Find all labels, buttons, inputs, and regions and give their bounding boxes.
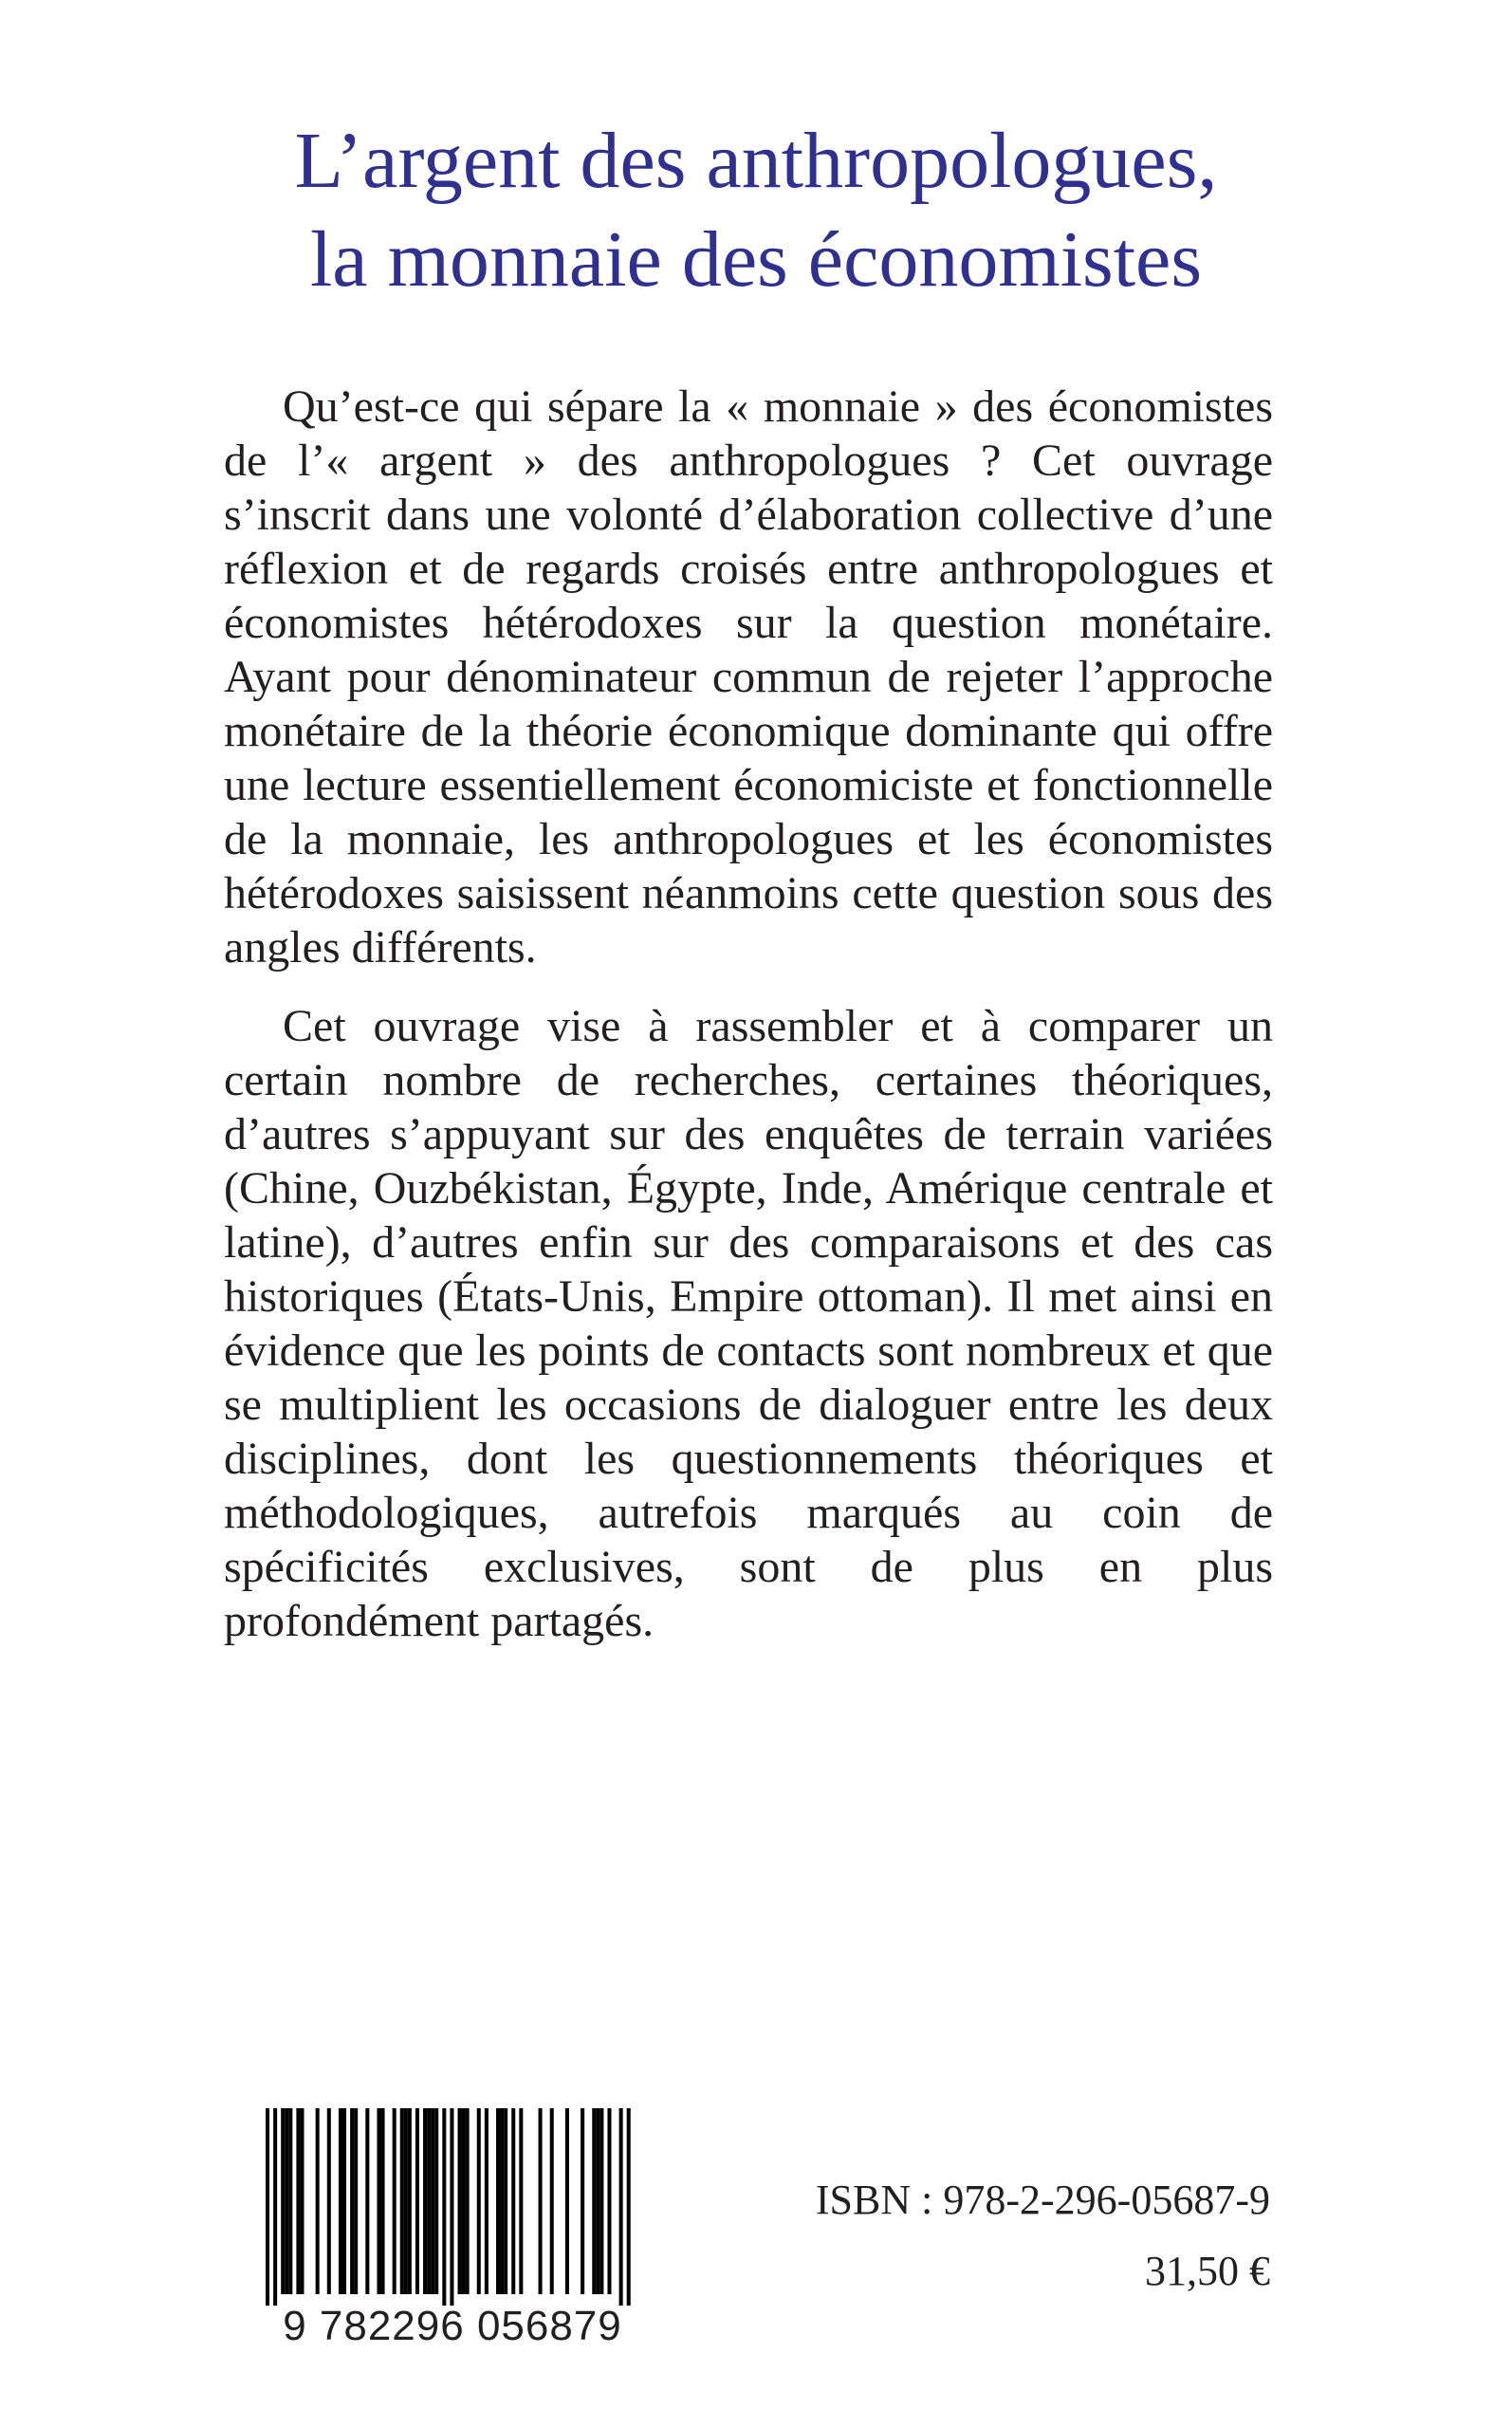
barcode-bar (550, 2108, 554, 2294)
barcode-bar (285, 2108, 288, 2294)
barcode-bar (539, 2108, 543, 2294)
barcode-digits: 9 782296 056879 (283, 2303, 622, 2344)
book-title (0, 112, 1512, 309)
barcode-bar (599, 2108, 603, 2294)
barcode-bar (365, 2108, 369, 2294)
barcode-bar (477, 2108, 481, 2294)
price: 31,50 € (1145, 2248, 1270, 2294)
barcode-bar (400, 2108, 404, 2294)
barcode-bar (434, 2108, 438, 2294)
barcode-bar (485, 2108, 489, 2294)
barcode-bar (350, 2108, 354, 2294)
barcode-bar (266, 2108, 269, 2306)
barcode-bar (288, 2108, 292, 2294)
barcode-bar (431, 2108, 434, 2294)
barcode-bar (519, 2108, 523, 2294)
barcode-bar (415, 2108, 419, 2294)
barcode-bar (496, 2108, 500, 2294)
barcode-bar (339, 2108, 342, 2294)
barcode-bar (581, 2108, 584, 2294)
title-line-2: la monnaie des économistes (309, 215, 1203, 304)
barcode-bar (300, 2108, 304, 2294)
barcode (258, 2108, 647, 2344)
barcode-bar (511, 2108, 515, 2294)
barcode-bar (296, 2108, 300, 2294)
barcode-bar (596, 2108, 599, 2294)
barcode-bar (466, 2108, 470, 2294)
blurb (224, 380, 1273, 1673)
barcode-bar (377, 2108, 380, 2294)
barcode-bar (404, 2108, 408, 2294)
barcode-bar (607, 2108, 611, 2294)
barcode-bar (458, 2108, 462, 2294)
barcode-bar (281, 2108, 285, 2294)
barcode-bar (450, 2108, 453, 2306)
blurb-paragraph-2: Cet ouvrage vise à rassembler et à comparer un certain nombre de recherches, certaines théoriques, d’autres s’appuyant sur des enquêtes de terrain variées (Chine, Ouzbékistan, Égypte, Inde, Amérique centrale et latine), d’autres enfin sur des comparaisons et des cas historiques (États-Unis, Empire ottoman). Il met ainsi en évidence que les points de contacts sont nombreux et que se multiplient les occasions de dialoguer entre les deux disciplines, dont les questionnements théoriques et méthodologiques, autrefois marqués au coin de spécificités exclusives, sont de plus en plus profondément partagés. (224, 1001, 1273, 1646)
barcode-bar (327, 2108, 331, 2294)
barcode-bar (423, 2108, 427, 2294)
isbn: ISBN : 978-2-296-05687-9 (815, 2177, 1270, 2223)
barcode-bar (504, 2108, 507, 2294)
barcode-bar (442, 2108, 446, 2306)
blurb-paragraph-1: Qu’est-ce qui sépare la « monnaie » des économistes de l’« argent » des anthropologues ? Cet ouvrage s’inscrit dans une volonté d’élaboration collective d’une réflexion et de regards croisés entre anthropologues et économistes hétérodoxes sur la question monétaire. Ayant pour dénominateur commun de rejeter l’approche monétaire de la théorie économique dominante qui offre une lecture essentiellement économiciste et fonctionnelle de la monnaie, les anthropologues et les économistes hétérodoxes saisissent néanmoins cette question sous des angles différents. (224, 381, 1273, 973)
barcode-bar (381, 2108, 385, 2294)
barcode-bar (500, 2108, 504, 2294)
barcode-bar (462, 2108, 466, 2294)
barcode-bar (408, 2108, 412, 2294)
barcode-bar (273, 2108, 277, 2306)
barcode-bar (316, 2108, 320, 2294)
barcode-bar (427, 2108, 431, 2294)
barcode-graphic (258, 2108, 647, 2344)
barcode-bar (619, 2108, 623, 2306)
barcode-bar (354, 2108, 358, 2294)
barcode-bar (342, 2108, 346, 2294)
barcode-bar (627, 2108, 631, 2306)
barcode-bar (393, 2108, 396, 2294)
barcode-bar (565, 2108, 569, 2294)
barcode-bar (592, 2108, 596, 2294)
title-line-1: L’argent des anthropologues, (294, 117, 1218, 205)
